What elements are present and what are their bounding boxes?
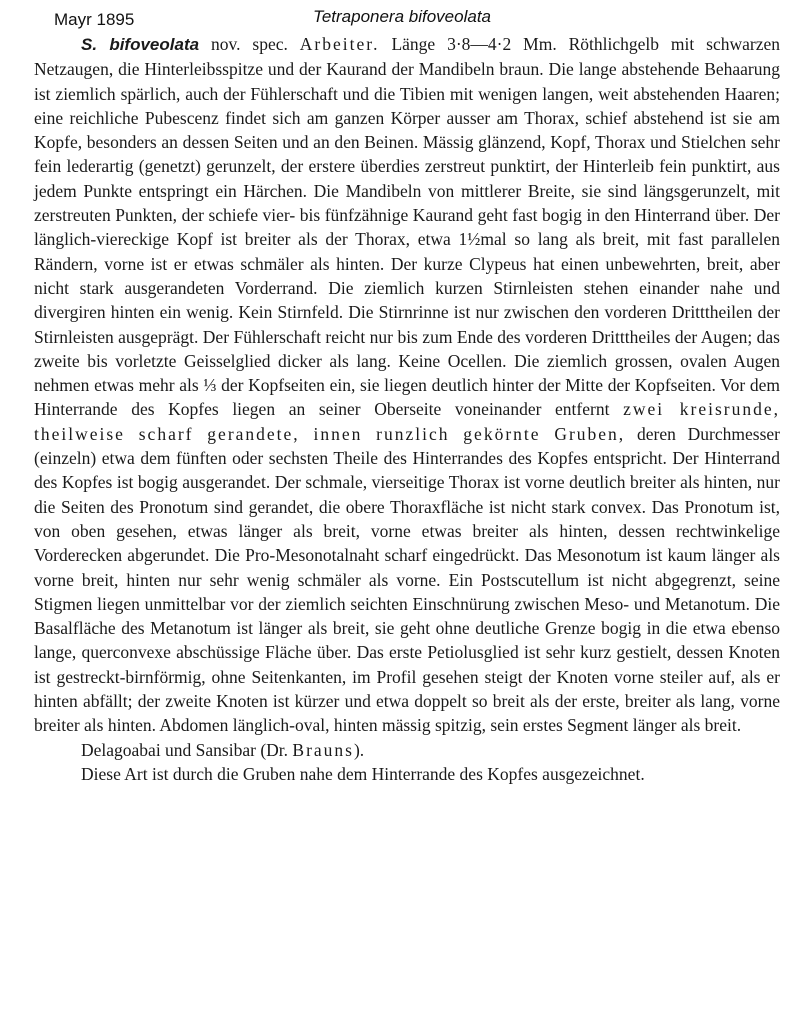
document-body <box>34 32 780 786</box>
species-name: S. bifoveolata <box>81 35 200 54</box>
description-paragraph <box>34 32 780 738</box>
locality-text: Delagoabai und Sansibar (Dr. <box>81 739 289 760</box>
remark-text: Diese Art ist durch die Gruben nahe dem Hinterrande des Kopfes ausgezeichnet. <box>81 763 645 784</box>
locality-paragraph <box>34 738 780 762</box>
caste-label: Arbeiter. <box>299 34 380 54</box>
description-text-2: deren Durchmesser (einzeln) etwa dem fünften oder sechsten Theile des Hinterrandes des Kopfes entspricht. Der Hinterrand des Kopfes ist bogig ausgerandet. Der schmale, vierseitige Thorax ist vorne deutlich breiter als hinten, nur die Seiten des Pronotum sind gerandet, die obere Thoraxfläche ist nicht stark convex. Das Pronotum ist, von oben gesehen, etwas länger als breit, vorne etwas breiter als hinten, dessen rechtwinkelige Vorderecken abgerundet. Die Pro-Mesonotalnaht scharf eingedrückt. Das Mesonotum ist kaum länger als vorne breit, hinten nur sehr wenig schmäler als vorne. Ein Postscutellum ist nicht abgegrenzt, seine Stigmen liegen unmittelbar vor der ziemlich seichten Einschnürung zwischen Meso- und Metanotum. Die Basalfläche des Metanotum ist länger als breit, sie geht ohne deutliche Grenze bogig in die etwa ebenso lange, querconvexe abschüssige Fläche über. Das erste Petiolusglied ist sehr kurz gestielt, dessen Knoten ist gestreckt-birnförmig, ohne Seitenkanten, im Profil gesehen steigt der Knoten vorne steiler auf, als er hinten abfällt; der zweite Knoten ist kürzer und etwa doppelt so breit als der erste, breiter als lang, vorne breiter als hinten. Abdomen länglich-oval, hinten mässig spitzig, sein erstes Segment länger als breit. <box>34 423 780 736</box>
locality-text-end: ). <box>353 739 365 760</box>
description-text-1: Länge 3·8—4·2 Mm. Röthlichgelb mit schwarzen Netzaugen, die Hinterleibsspitze und der Kaurand der Mandibeln braun. Die lange abstehende Behaarung ist ziemlich spärlich, auch der Fühlerschaft und die Tibien mit wenigen langen, weit abstehenden Haaren; eine reichliche Pubescenz findet sich am ganzen Körper ausser am Thorax, schief abstehend ist sie am Kopfe, besonders an dessen Seiten und an den Beinen. Mässig glänzend, Kopf, Thorax und Stielchen sehr fein lederartig (genetzt) gerunzelt, der erstere überdies zerstreut punktirt, der Hinterleib fein punktirt, aus jedem Punkte entspringt ein Härchen. Die Mandibeln von mittlerer Breite, sie sind längsgerunzelt, mit zerstreuten Punkten, der schiefe vier- bis fünfzähnige Kaurand geht fast bogig in den Hinterrand über. Der länglich-viereckige Kopf ist breiter als der Thorax, etwa 1½mal so lang als breit, mit fast parallelen Rändern, vorne ist er etwas schmäler als hinten. Der kurze Clypeus hat einen unbewehrten, breit, aber nicht stark ausgerandeten Vorderrand. Die ziemlich kurzen Stirnleisten stehen einander nahe und divergiren hinten ein wenig. Kein Stirnfeld. Die Stirnrinne ist nur zwischen den vorderen Dritttheilen der Stirnleisten ausgeprägt. Der Fühlerschaft reicht nur bis zum Ende des vorderen Dritttheiles der Augen; das zweite bis vorletzte Geisselglied dicker als lang. Keine Ocellen. Die ziemlich grossen, ovalen Augen nehmen etwas mehr als ⅓ der Kopfseiten ein, sie liegen deutlich hinter der Mitte der Kopfseiten. Vor dem Hinterrande des Kopfes liegen an seiner Oberseite voneinander entfernt <box>34 34 781 420</box>
spaced-emphasis: zwei kreisrunde, theilweise scharf gerandete, innen runzlich gekörnte Gruben, <box>34 399 780 444</box>
nov-spec: nov. spec. <box>211 34 288 54</box>
remark-paragraph <box>34 762 780 786</box>
page-header <box>0 6 793 32</box>
collector-name: Brauns <box>292 739 354 760</box>
species-title: Tetraponera bifoveolata <box>313 7 492 26</box>
author-year: Mayr 1895 <box>54 10 135 29</box>
